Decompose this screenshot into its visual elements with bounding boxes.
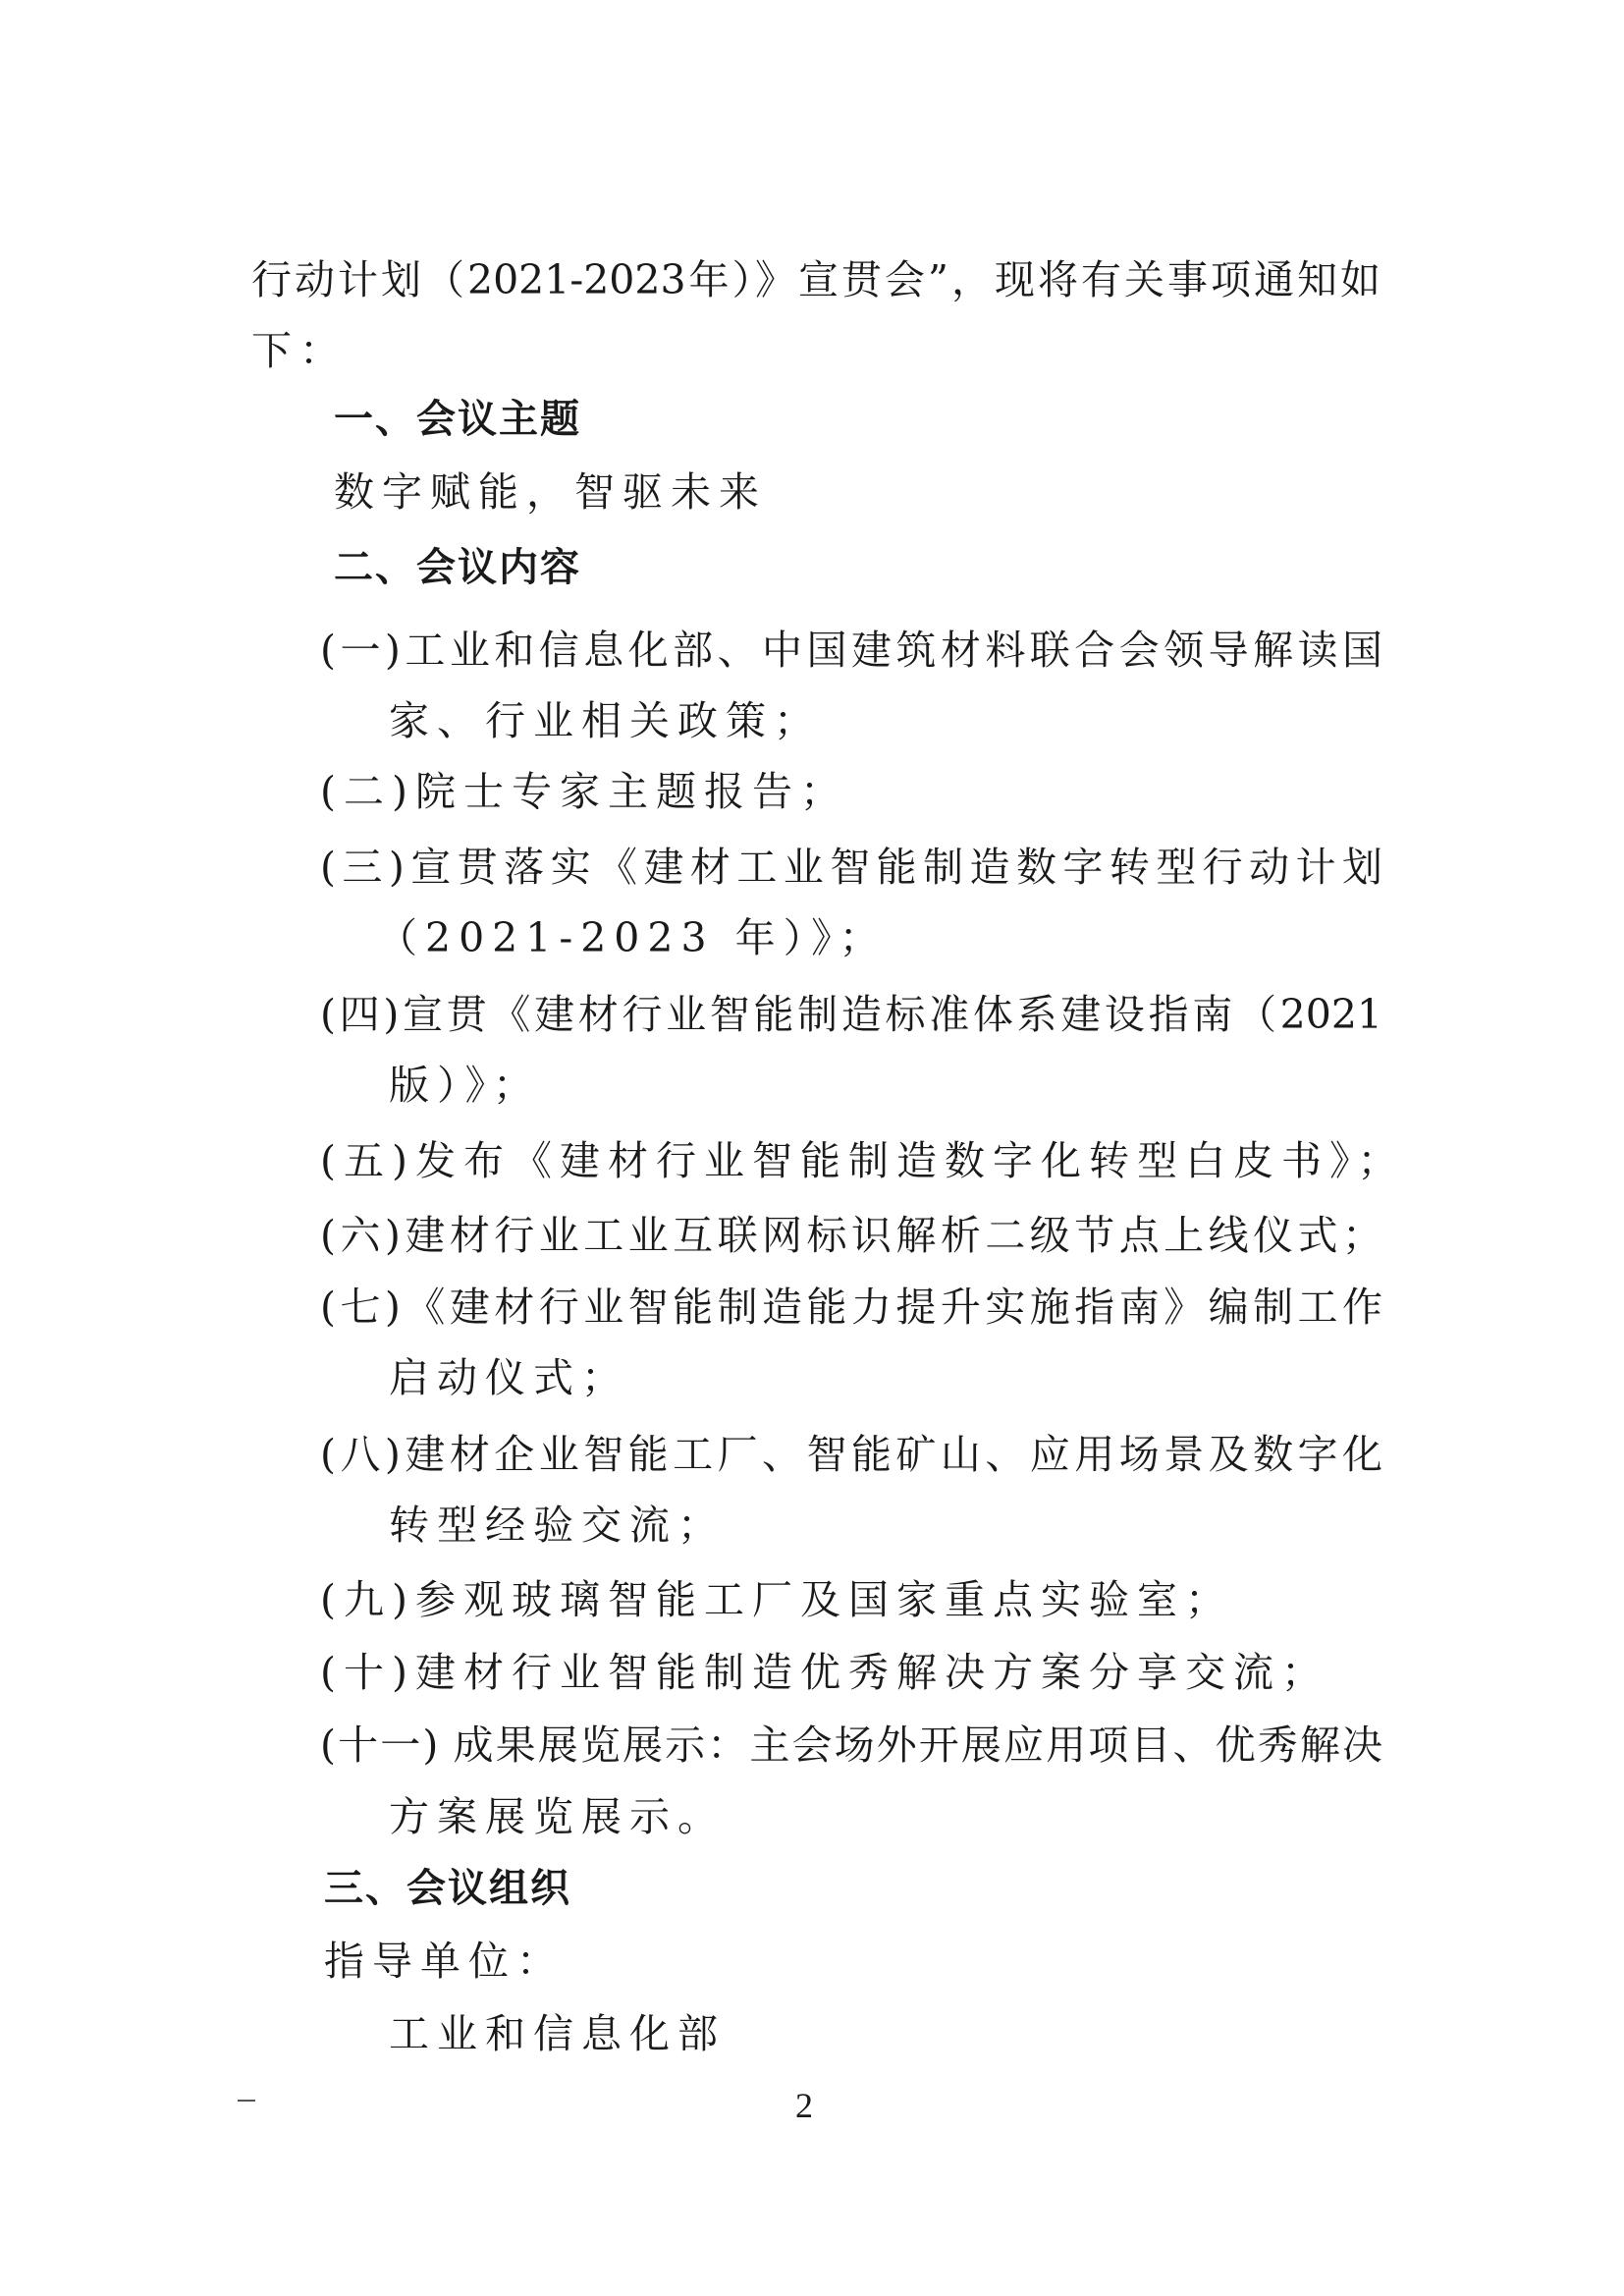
content-item-4-line-2: 版）》；: [389, 1062, 541, 1109]
guide-unit-name: 工业和信息化部: [389, 2010, 726, 2057]
content-item-8-line-1: (八)建材企业智能工厂、智能矿山、应用场景及数字化: [320, 1431, 1382, 1478]
content-item-2: (二)院士专家主题报告；: [320, 768, 848, 815]
content-item-1-line-1: (一)工业和信息化部、中国建筑材料联合会领导解读国: [320, 627, 1382, 674]
content-item-10: (十)建材行业智能制造优秀解决方案分享交流；: [320, 1649, 1329, 1696]
content-item-11-line-2: 方案展览展示。: [389, 1793, 726, 1840]
guide-unit-label: 指导单位：: [324, 1938, 565, 1985]
content-item-7-line-2: 启动仪式；: [389, 1354, 629, 1401]
content-item-6: (六)建材行业工业互联网标识解析二级节点上线仪式；: [320, 1212, 1382, 1259]
section-heading-content: 二、会议内容: [334, 545, 581, 590]
content-item-3-line-1: (三)宣贯落实《建材工业智能制造数字转型行动计划: [320, 844, 1382, 891]
content-item-11-line-1: (十一) 成果展览展示：主会场外开展应用项目、优秀解决: [320, 1722, 1382, 1769]
content-item-8-line-2: 转型经验交流；: [389, 1502, 726, 1549]
footer-dash-mark: [238, 2100, 255, 2102]
section-heading-theme: 一、会议主题: [334, 397, 581, 442]
content-item-1-line-2: 家、行业相关政策；: [389, 697, 822, 744]
content-item-7-line-1: (七)《建材行业智能制造能力提升实施指南》编制工作: [320, 1284, 1382, 1331]
page-number: 2: [795, 2086, 813, 2125]
theme-text: 数字赋能，智驱未来: [334, 468, 767, 516]
content-item-9: (九)参观玻璃智能工厂及国家重点实验室；: [320, 1576, 1233, 1623]
content-item-5: (五)发布《建材行业智能制造数字化转型白皮书》；: [320, 1137, 1406, 1184]
intro-line-2: 下：: [251, 327, 348, 374]
content-item-3-line-2: （2021-2023 年）》；: [377, 914, 888, 961]
section-heading-organization: 三、会议组织: [324, 1866, 571, 1911]
intro-line-1: 行动计划（2021-2023年）》宣贯会”，现将有关事项通知如: [251, 256, 1380, 303]
content-item-4-line-1: (四)宣贯《建材行业智能制造标准体系建设指南（2021: [320, 991, 1382, 1038]
